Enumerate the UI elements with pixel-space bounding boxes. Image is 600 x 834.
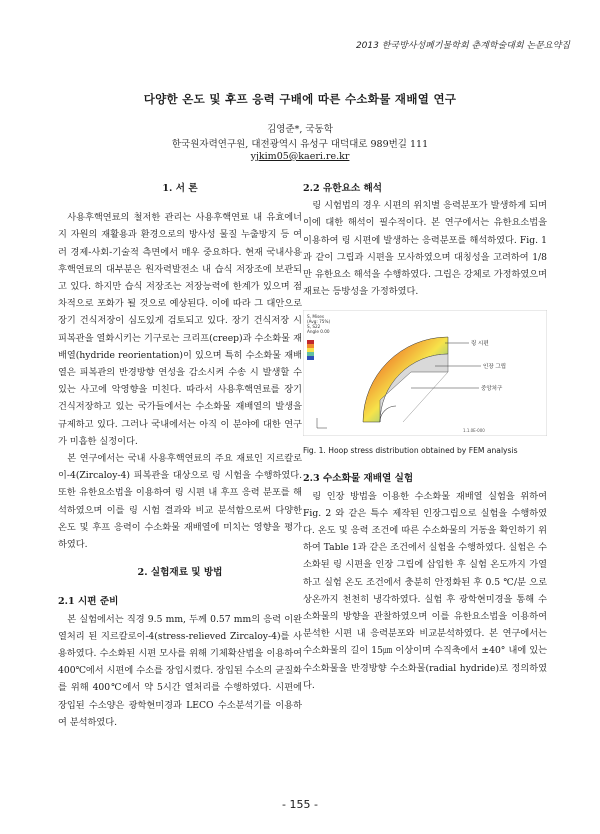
section-2-1-paragraph: 본 실험에서는 직경 9.5 mm, 두께 0.57 mm의 응력 이완 열처리 된 지르칼로이-4(stress-relieved Zircaloy-4)를 사용하였다. 수소화된 시편 모사를 위해 기체확산법을 이용하여 400℃에서 시편에 수소를 장입시켰다. 장입된 수소의 균질화를 위해 400℃에서 약 5시간 열처리를 수행하였다. 시편에 장입된 수소양은 광학현미경과 LECO 수소분석기를 이용하여 분석하였다. <box>58 613 302 728</box>
section-1-heading: 1. 서 론 <box>162 183 198 194</box>
section-2-1-heading: 2.1 시편 준비 <box>58 596 119 608</box>
label-center: 중앙처구 <box>481 386 503 393</box>
affiliation: 한국원자력연구원, 대전광역시 유성구 대덕대로 989번길 111 <box>171 139 429 150</box>
section-2-3-heading: 2.3 수소화물 재배열 실험 <box>303 473 414 485</box>
scale-text: 1.1.0E-000 <box>463 428 485 434</box>
legend-line-1: S, Mises <box>307 314 325 320</box>
label-ring-specimen: 링 시편 <box>471 341 489 348</box>
paper-title: 다양한 온도 및 후프 응력 구배에 따른 수소화물 재배열 연구 <box>143 92 457 106</box>
section-2-heading: 2. 실험재료 및 방법 <box>137 567 223 579</box>
authors: 김영준*, 국동학 <box>267 124 333 135</box>
contour-legend <box>307 340 314 360</box>
fem-stress-plot <box>303 310 547 436</box>
legend-line-4: Angle 0.00 <box>307 329 330 335</box>
section-1-paragraph-1: 사용후핵연료의 철저한 관리는 사용후핵연료 내 유효에너지 자원의 재활용과 환경으로의 방사성 물질 누출방지 등 여러 경제-사회-기술적 측면에서 매우 중요하다. 현재 국내사용후핵연료의 대부분은 원자력발전소 내 습식 저장조에 보관되고 있다. 하지만 습식 저장조는 저장능력에 한계가 있으며 점차적으로 포화가 될 것으로 예상된다. 이에 따라 그 대안으로 장기 건식저장이 심도있게 검토되고 있다. 장기 건식저장 시 피복관을 열화시키는 기구로는 크리프(creep)과 수소화물 재배열(hydride reorientation)이 있으며 특히 수소화물 재배열은 피복관의 반경방향 연성을 감소시켜 수송 시 발생할 수 있는 사고에 악영향을 미친다. 따라서 사용후핵연료를 장기 건식저장하고 있는 국가들에서는 수소화물 재배열의 발생을 규제하고 있다. 그러나 국내에서는 아직 이 분야에 대한 연구가 미흡한 실정이다. <box>58 212 302 447</box>
figure-frame <box>303 310 547 436</box>
figure-caption: Fig. 1. Hoop stress distribution obtained by FEM analysis <box>303 446 518 456</box>
section-2-2-paragraph: 링 시험법의 경우 시편의 위치별 응력분포가 발생하게 되며 이에 대한 해석이 필수적이다. 본 연구에서는 유한요소법을 이용하여 링 시편에 발생하는 응력분포를 해석하였다. Fig. 1 과 같이 그립과 시편을 모사하였으며 대칭성을 고려하여 1/8만 유한요소 해석을 수행하였다. 그립은 강체로 가정하였으며 재료는 등방성을 가정하였다. <box>303 200 547 298</box>
legend-line-2: (Avg: 75%) <box>307 319 331 325</box>
left-column <box>58 180 302 731</box>
running-header: 2013 한국방사성폐기물학회 춘계학술대회 논문요약집 <box>355 41 570 51</box>
right-column <box>303 180 547 694</box>
section-2-3-paragraph: 링 인장 방법을 이용한 수소화물 재배열 실험을 위하여 Fig. 2 와 같은 특수 제작된 인장그립으로 실험을 수행하였다. 온도 및 응력 조건에 따른 수소화물의 거동을 확인하기 위하여 Table 1과 같은 조건에서 실험을 수행하였다. 실험은 수소화된 링 시편을 인장 그립에 삽입한 후 실험 온도까지 가열하고 실험 온도 조건에서 충분히 안정화된 후 0.5 ℃/분 으로 상온까지 천천히 냉각하였다. 실험 후 광학현미경을 통해 수소화물의 방향을 관찰하였으며 이를 유한요소법을 이용하여 분석한 시편 내 응력분포와 비교분석하였다. 본 연구에서는 수소화물의 길이 15㎛ 이상이며 수직축에서 ±40° 내에 있는 수소화물을 반경방향 수소화물(radial hydride)로 정의하였다. <box>303 490 547 691</box>
section-2-2-heading: 2.2 유한요소 해석 <box>303 183 382 194</box>
fem-figure <box>303 310 547 436</box>
email-link[interactable]: yjkim05@kaeri.re.kr <box>250 151 350 162</box>
section-1-paragraph-2: 본 연구에서는 국내 사용후핵연료의 주요 재료인 지르칼로이-4(Zircaloy-4) 피복관을 대상으로 링 시험을 수행하였다. 또한 유한요소법을 이용하여 링 시편 내 후프 응력 분포를 해석하였으며 이를 링 시험 결과와 비교 분석함으로써 다양한 온도 및 후프 응력이 수소화물 재배열에 미치는 영향을 평가하였다. <box>58 453 302 551</box>
page-number: - 155 - <box>282 798 318 811</box>
legend-line-3: S, S22 <box>307 324 321 330</box>
label-tension-grip: 인장 그립 <box>483 364 507 371</box>
